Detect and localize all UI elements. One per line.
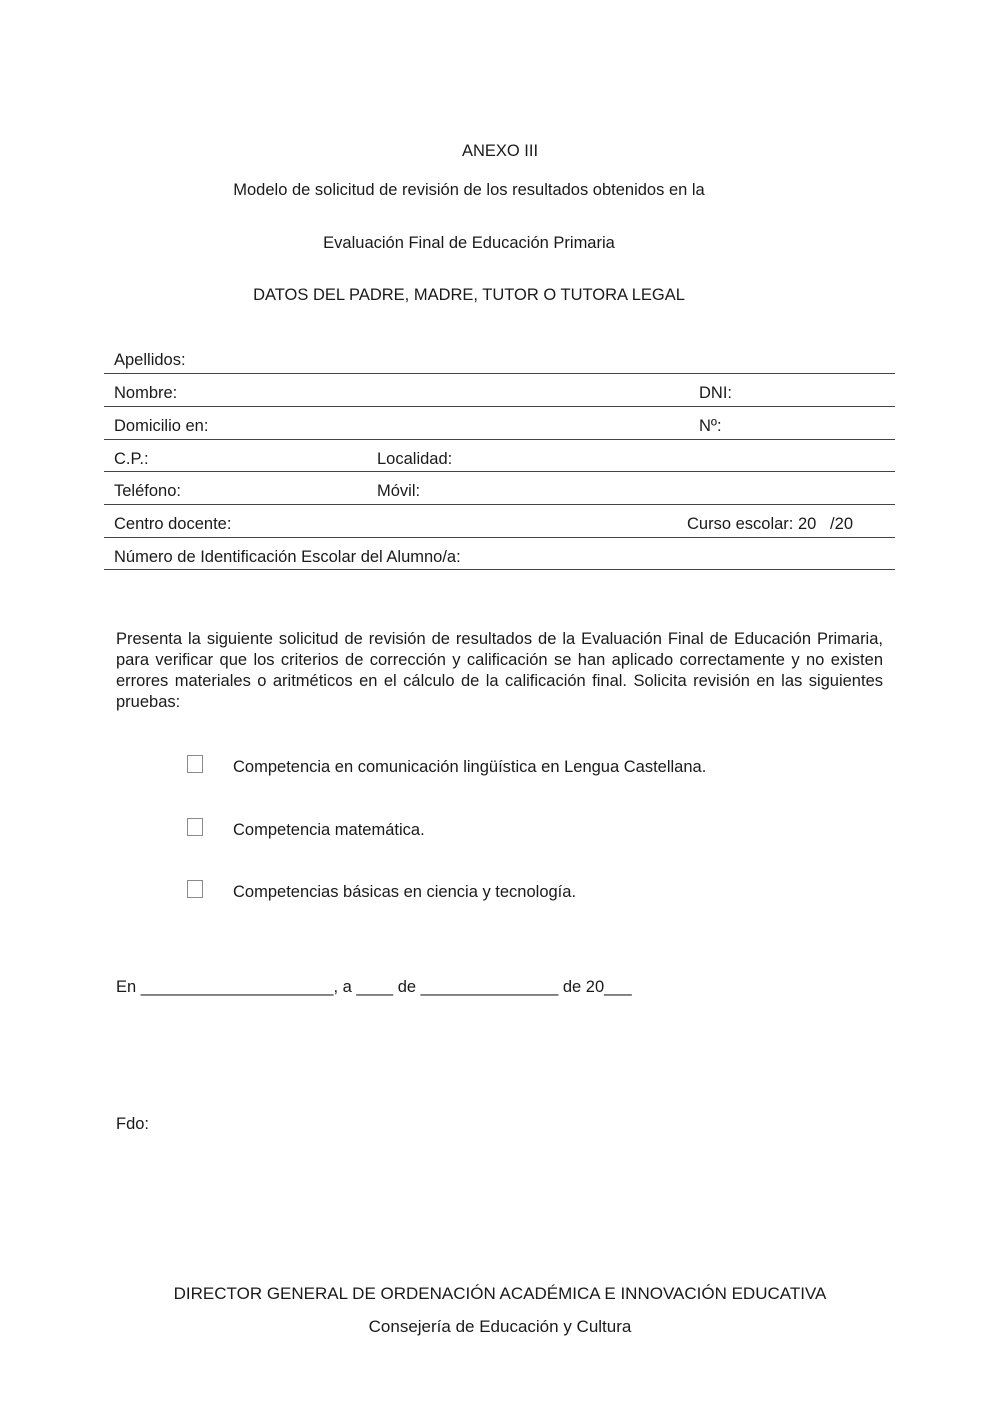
annex-title: ANEXO III	[461, 142, 539, 160]
domicilio-field-line[interactable]	[104, 439, 895, 440]
document-subtitle-line2: Evaluación Final de Educación Primaria	[323, 234, 615, 252]
place-date-line[interactable]: En _____________________, a ____ de _______________ de 20___	[116, 978, 632, 996]
telefono-label: Teléfono:	[114, 482, 181, 500]
request-paragraph: Presenta la siguiente solicitud de revisión de resultados de la Evaluación Final de Educación Primaria, para verificar que los criterios de corrección y calificación se han aplicado correctamente y no existen errores materiales o aritméticos en el cálculo de la calificación final. Solicita revisión en las siguientes pruebas:	[116, 630, 883, 711]
option-label-ciencia: Competencias básicas en ciencia y tecnología.	[233, 883, 577, 901]
signature-label: Fdo:	[116, 1115, 150, 1133]
curso-escolar-label: Curso escolar: 20 /20	[687, 515, 853, 533]
domicilio-label: Domicilio en:	[114, 417, 209, 435]
centro-label: Centro docente:	[114, 515, 232, 533]
department-name: Consejería de Educación y Cultura	[368, 1317, 632, 1336]
option-label-matematica: Competencia matemática.	[233, 821, 425, 839]
cp-label: C.P.:	[114, 450, 149, 468]
option-checkbox-ciencia[interactable]	[187, 880, 203, 898]
dni-label: DNI:	[699, 384, 732, 402]
localidad-label: Localidad:	[377, 450, 453, 468]
nie-field-line[interactable]	[104, 569, 895, 570]
document-subtitle-line1: Modelo de solicitud de revisión de los resultados obtenidos en la	[233, 181, 705, 199]
centro-field-line[interactable]	[104, 537, 895, 538]
nie-label: Número de Identificación Escolar del Alumno/a:	[114, 548, 461, 566]
option-checkbox-lengua[interactable]	[187, 755, 203, 773]
option-checkbox-matematica[interactable]	[187, 818, 203, 836]
section-title: DATOS DEL PADRE, MADRE, TUTOR O TUTORA LEGAL	[253, 286, 685, 304]
apellidos-field-line[interactable]	[104, 373, 895, 374]
telefono-field-line[interactable]	[104, 504, 895, 505]
nombre-field-line[interactable]	[104, 406, 895, 407]
nombre-label: Nombre:	[114, 384, 178, 402]
numero-label: Nº:	[699, 417, 722, 435]
apellidos-label: Apellidos:	[114, 351, 186, 369]
recipient-title: DIRECTOR GENERAL DE ORDENACIÓN ACADÉMICA E INNOVACIÓN EDUCATIVA	[173, 1284, 827, 1303]
cp-field-line[interactable]	[104, 471, 895, 472]
movil-label: Móvil:	[377, 482, 421, 500]
option-label-lengua: Competencia en comunicación lingüística en Lengua Castellana.	[233, 758, 707, 776]
